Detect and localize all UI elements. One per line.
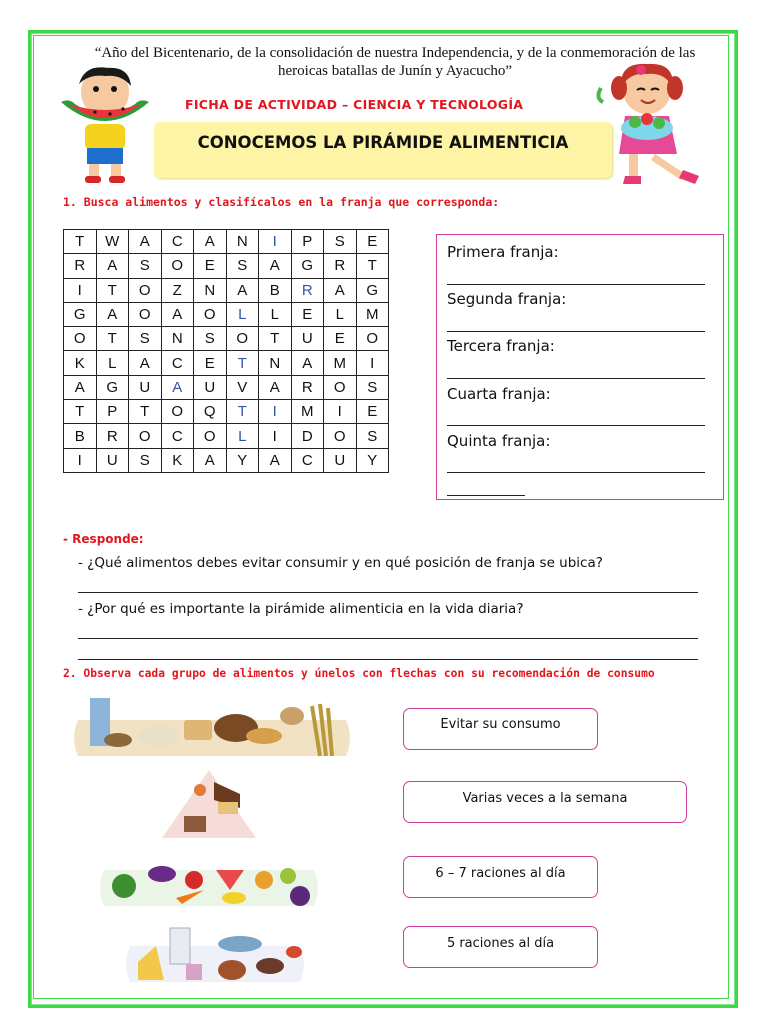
question-2: - ¿Por qué es importante la pirámide alimenticia en la vida diaria? bbox=[78, 601, 524, 617]
franja-answer-line-3[interactable] bbox=[447, 378, 705, 379]
grid-cell[interactable]: Y bbox=[356, 448, 389, 472]
section-2-instruction: 2. Observa cada grupo de alimentos y únelos con flechas con su recomendación de consumo bbox=[63, 667, 655, 680]
grid-cell[interactable]: O bbox=[129, 278, 162, 302]
grid-cell[interactable]: P bbox=[96, 400, 129, 424]
grid-cell[interactable]: T bbox=[64, 230, 97, 254]
grid-cell[interactable]: K bbox=[64, 351, 97, 375]
grid-cell[interactable]: O bbox=[161, 400, 194, 424]
grid-cell[interactable]: A bbox=[96, 302, 129, 326]
grid-cell[interactable]: V bbox=[226, 375, 259, 399]
grid-row bbox=[64, 448, 389, 472]
grid-cell[interactable]: A bbox=[259, 375, 292, 399]
grid-cell[interactable]: N bbox=[226, 230, 259, 254]
grid-cell[interactable]: R bbox=[324, 254, 357, 278]
grid-cell[interactable]: U bbox=[291, 327, 324, 351]
grid-cell[interactable]: A bbox=[324, 278, 357, 302]
grid-cell[interactable]: O bbox=[161, 254, 194, 278]
franja-label-4: Cuarta franja: bbox=[447, 385, 551, 403]
franja-answer-line-1[interactable] bbox=[447, 284, 705, 285]
grid-row bbox=[64, 278, 389, 302]
title-banner bbox=[154, 122, 612, 178]
grid-cell[interactable]: S bbox=[129, 327, 162, 351]
grid-cell[interactable]: E bbox=[324, 327, 357, 351]
grid-cell[interactable]: K bbox=[161, 448, 194, 472]
grid-cell[interactable]: U bbox=[129, 375, 162, 399]
grid-cell[interactable]: W bbox=[96, 230, 129, 254]
recommendation-avoid[interactable]: Evitar su consumo bbox=[403, 708, 598, 750]
grid-cell[interactable]: A bbox=[96, 254, 129, 278]
grid-cell[interactable]: A bbox=[194, 230, 227, 254]
grid-cell[interactable]: L bbox=[226, 424, 259, 448]
grid-cell[interactable]: A bbox=[129, 230, 162, 254]
grid-cell[interactable]: R bbox=[64, 254, 97, 278]
grid-cell[interactable]: L bbox=[324, 302, 357, 326]
grid-cell[interactable]: O bbox=[324, 375, 357, 399]
grid-cell[interactable]: R bbox=[291, 375, 324, 399]
pyramid-tier-sweets bbox=[162, 770, 256, 838]
grid-cell[interactable]: E bbox=[194, 254, 227, 278]
grid-cell[interactable]: N bbox=[194, 278, 227, 302]
page-title: CONOCEMOS LA PIRÁMIDE ALIMENTICIA bbox=[197, 133, 569, 152]
grid-cell[interactable]: M bbox=[356, 302, 389, 326]
grid-cell[interactable]: N bbox=[161, 327, 194, 351]
grid-cell[interactable]: E bbox=[291, 302, 324, 326]
grid-cell[interactable]: G bbox=[356, 278, 389, 302]
grid-cell[interactable]: I bbox=[259, 400, 292, 424]
grid-cell[interactable]: O bbox=[64, 327, 97, 351]
grid-row bbox=[64, 424, 389, 448]
grid-cell[interactable]: A bbox=[291, 351, 324, 375]
grid-cell[interactable]: C bbox=[291, 448, 324, 472]
responde-label: Responde: bbox=[72, 532, 144, 546]
section-1-instruction: 1. Busca alimentos y clasifícalos en la franja que corresponda: bbox=[63, 195, 500, 209]
grid-cell[interactable]: M bbox=[291, 400, 324, 424]
grid-cell[interactable]: G bbox=[64, 302, 97, 326]
word-search-grid bbox=[63, 229, 389, 473]
grid-cell[interactable]: S bbox=[194, 327, 227, 351]
grid-cell[interactable]: O bbox=[129, 302, 162, 326]
grid-cell[interactable]: L bbox=[96, 351, 129, 375]
grid-cell[interactable]: O bbox=[226, 327, 259, 351]
question-1: - ¿Qué alimentos debes evitar consumir y en qué posición de franja se ubica? bbox=[78, 555, 603, 571]
grid-cell[interactable]: S bbox=[226, 254, 259, 278]
franja-label-5: Quinta franja: bbox=[447, 432, 551, 450]
grid-cell[interactable]: O bbox=[194, 424, 227, 448]
grid-cell[interactable]: A bbox=[129, 351, 162, 375]
grid-row bbox=[64, 375, 389, 399]
grid-cell[interactable]: Q bbox=[194, 400, 227, 424]
answer-line-2[interactable] bbox=[78, 638, 698, 639]
franjas-box bbox=[436, 234, 724, 500]
grid-cell[interactable]: O bbox=[356, 327, 389, 351]
grid-cell[interactable]: I bbox=[259, 424, 292, 448]
grid-cell[interactable]: S bbox=[324, 230, 357, 254]
grid-cell[interactable]: C bbox=[161, 424, 194, 448]
franja-label-2: Segunda franja: bbox=[447, 290, 567, 308]
grid-cell[interactable]: C bbox=[161, 351, 194, 375]
grid-cell[interactable]: B bbox=[259, 278, 292, 302]
grid-cell[interactable]: T bbox=[259, 327, 292, 351]
grid-cell[interactable]: S bbox=[356, 375, 389, 399]
grid-cell[interactable]: Y bbox=[226, 448, 259, 472]
grid-cell[interactable]: S bbox=[129, 448, 162, 472]
answer-line-1[interactable] bbox=[78, 592, 698, 593]
grid-cell[interactable]: S bbox=[356, 424, 389, 448]
grid-cell[interactable]: G bbox=[291, 254, 324, 278]
grid-cell[interactable]: U bbox=[96, 448, 129, 472]
grid-row bbox=[64, 254, 389, 278]
grid-cell[interactable]: T bbox=[226, 400, 259, 424]
grid-cell[interactable]: U bbox=[194, 375, 227, 399]
grid-cell[interactable]: A bbox=[226, 278, 259, 302]
grid-cell[interactable]: R bbox=[96, 424, 129, 448]
grid-cell[interactable]: T bbox=[226, 351, 259, 375]
motto-line-2: heroicas batallas de Junín y Ayacucho” bbox=[278, 63, 512, 79]
grid-cell[interactable]: L bbox=[226, 302, 259, 326]
grid-cell[interactable]: T bbox=[356, 254, 389, 278]
grid-row bbox=[64, 400, 389, 424]
grid-cell[interactable]: I bbox=[324, 400, 357, 424]
activity-subtitle: FICHA DE ACTIVIDAD – CIENCIA Y TECNOLOGÍA bbox=[185, 97, 524, 112]
grid-cell[interactable]: Z bbox=[161, 278, 194, 302]
grid-cell[interactable]: T bbox=[96, 278, 129, 302]
grid-cell[interactable]: I bbox=[356, 351, 389, 375]
grid-cell[interactable]: M bbox=[324, 351, 357, 375]
grid-cell[interactable]: A bbox=[259, 448, 292, 472]
franja-label-1: Primera franja: bbox=[447, 243, 559, 261]
recommendation-5-servings[interactable]: 5 raciones al día bbox=[403, 926, 598, 968]
grid-cell[interactable]: U bbox=[324, 448, 357, 472]
grid-row bbox=[64, 230, 389, 254]
grid-cell[interactable]: I bbox=[64, 278, 97, 302]
grid-row bbox=[64, 351, 389, 375]
grid-cell[interactable]: C bbox=[161, 230, 194, 254]
grid-cell[interactable]: S bbox=[129, 254, 162, 278]
grid-row bbox=[64, 302, 389, 326]
recommendation-6-7-servings[interactable]: 6 – 7 raciones al día bbox=[403, 856, 598, 898]
grid-cell[interactable]: A bbox=[161, 375, 194, 399]
grid-cell[interactable]: E bbox=[194, 351, 227, 375]
franja-answer-line-5[interactable] bbox=[447, 472, 705, 473]
motto-line-1: “Año del Bicentenario, de la consolidación de nuestra Independencia, y de la conmemoración de las bbox=[94, 45, 696, 61]
grid-cell[interactable]: A bbox=[64, 375, 97, 399]
recommendation-several-times-week[interactable]: Varias veces a la semana bbox=[403, 781, 687, 823]
grid-cell[interactable]: B bbox=[64, 424, 97, 448]
food-pyramid-illustration bbox=[64, 690, 354, 990]
grid-cell[interactable]: T bbox=[129, 400, 162, 424]
grid-cell[interactable]: I bbox=[259, 230, 292, 254]
grid-cell[interactable]: A bbox=[161, 302, 194, 326]
grid-cell[interactable]: O bbox=[129, 424, 162, 448]
responde-heading: - Responde: bbox=[63, 532, 144, 546]
franja-answer-line-2[interactable] bbox=[447, 331, 705, 332]
grid-cell[interactable]: A bbox=[194, 448, 227, 472]
franja-answer-line-6[interactable] bbox=[447, 495, 525, 496]
grid-cell[interactable]: O bbox=[194, 302, 227, 326]
franja-answer-line-4[interactable] bbox=[447, 425, 705, 426]
grid-cell[interactable]: N bbox=[259, 351, 292, 375]
grid-cell[interactable]: D bbox=[291, 424, 324, 448]
franja-label-3: Tercera franja: bbox=[447, 337, 555, 355]
grid-cell[interactable]: R bbox=[291, 278, 324, 302]
grid-cell[interactable]: I bbox=[64, 448, 97, 472]
boy-watermelon-illustration bbox=[55, 62, 155, 186]
grid-cell[interactable]: G bbox=[96, 375, 129, 399]
grid-cell[interactable]: P bbox=[291, 230, 324, 254]
grid-cell[interactable]: T bbox=[64, 400, 97, 424]
grid-cell[interactable]: A bbox=[259, 254, 292, 278]
answer-line-3[interactable] bbox=[78, 659, 698, 660]
grid-row bbox=[64, 327, 389, 351]
grid-cell[interactable]: O bbox=[324, 424, 357, 448]
grid-cell[interactable]: T bbox=[96, 327, 129, 351]
grid-cell[interactable]: E bbox=[356, 400, 389, 424]
grid-cell[interactable]: E bbox=[356, 230, 389, 254]
grid-cell[interactable]: L bbox=[259, 302, 292, 326]
